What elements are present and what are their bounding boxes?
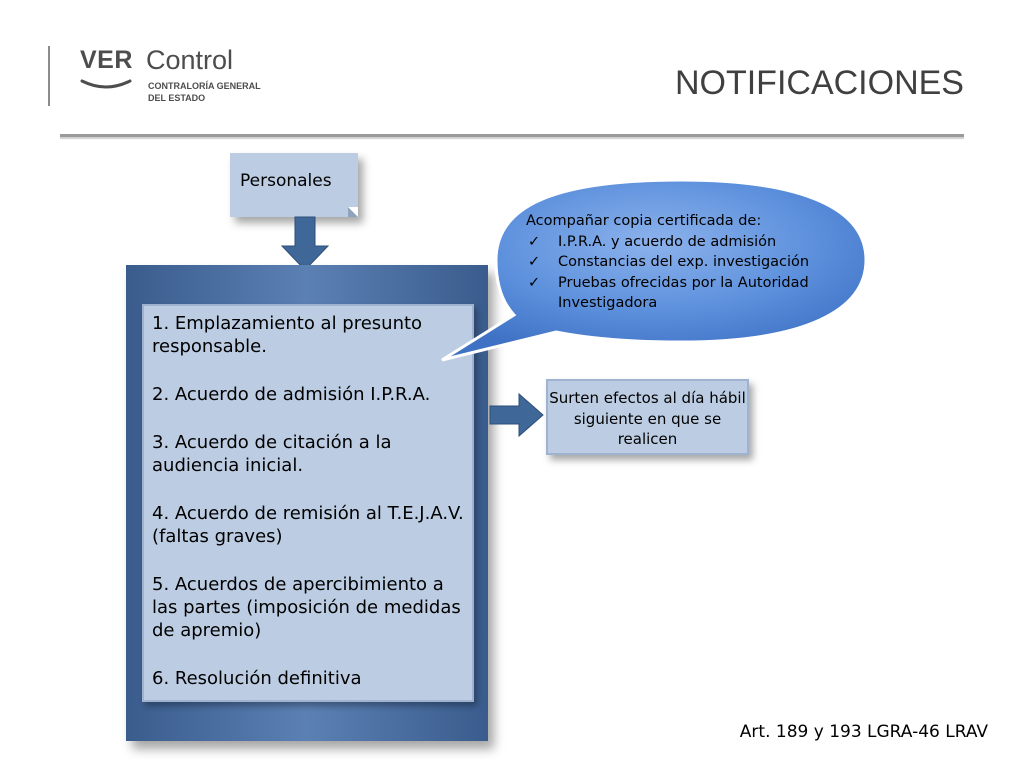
right-arrow-icon xyxy=(489,392,545,438)
bubble-content xyxy=(526,211,836,314)
personales-label: Personales xyxy=(240,171,332,191)
checkmark-icon: ✓ xyxy=(528,254,541,270)
legal-reference: Art. 189 y 193 LGRA-46 LRAV xyxy=(739,722,988,742)
logo-swoosh-icon xyxy=(80,78,132,92)
personales-box xyxy=(230,153,358,217)
header-divider xyxy=(60,134,964,137)
list-item: 2. Acuerdo de admisión I.P.R.A. xyxy=(152,384,431,405)
list-item: 6. Resolución definitiva xyxy=(152,668,362,689)
checklist-item: ✓ Constancias del exp. investigación xyxy=(526,252,836,273)
checklist-item: ✓ Pruebas ofrecidas por la Autoridad Investigadora xyxy=(528,274,809,311)
checkmark-icon: ✓ xyxy=(528,274,541,291)
effects-text: Surten efectos al día hábil siguiente en que se realicen xyxy=(549,389,746,448)
logo-control-text: Control xyxy=(146,45,234,75)
page-title: NOTIFICACIONES xyxy=(674,64,964,102)
checkmark-icon: ✓ xyxy=(528,233,541,250)
logo-subtitle: CONTRALORÍA GENERAL DEL ESTADO xyxy=(148,81,261,103)
list-item: 5. Acuerdos de apercibimiento a las partes (imposición de medidas de apremio) xyxy=(152,574,461,641)
logo-divider xyxy=(48,46,50,106)
down-arrow-icon xyxy=(280,216,330,272)
list-item: 3. Acuerdo de citación a la audiencia inicial. xyxy=(152,432,392,476)
logo-ver-text: VER xyxy=(80,46,133,74)
checklist-item: ✓ I.P.R.A. y acuerdo de admisión xyxy=(526,232,836,253)
bubble-heading: Acompañar copia certificada de: xyxy=(526,213,762,229)
list-item: 1. Emplazamiento al presunto responsable. xyxy=(152,313,423,357)
bubble-checklist xyxy=(526,232,836,314)
page-fold-corner xyxy=(348,207,358,217)
effects-box xyxy=(546,379,749,455)
procedures-list xyxy=(152,312,472,715)
list-item: 4. Acuerdo de remisión al T.E.J.A.V. (faltas graves) xyxy=(152,503,464,547)
